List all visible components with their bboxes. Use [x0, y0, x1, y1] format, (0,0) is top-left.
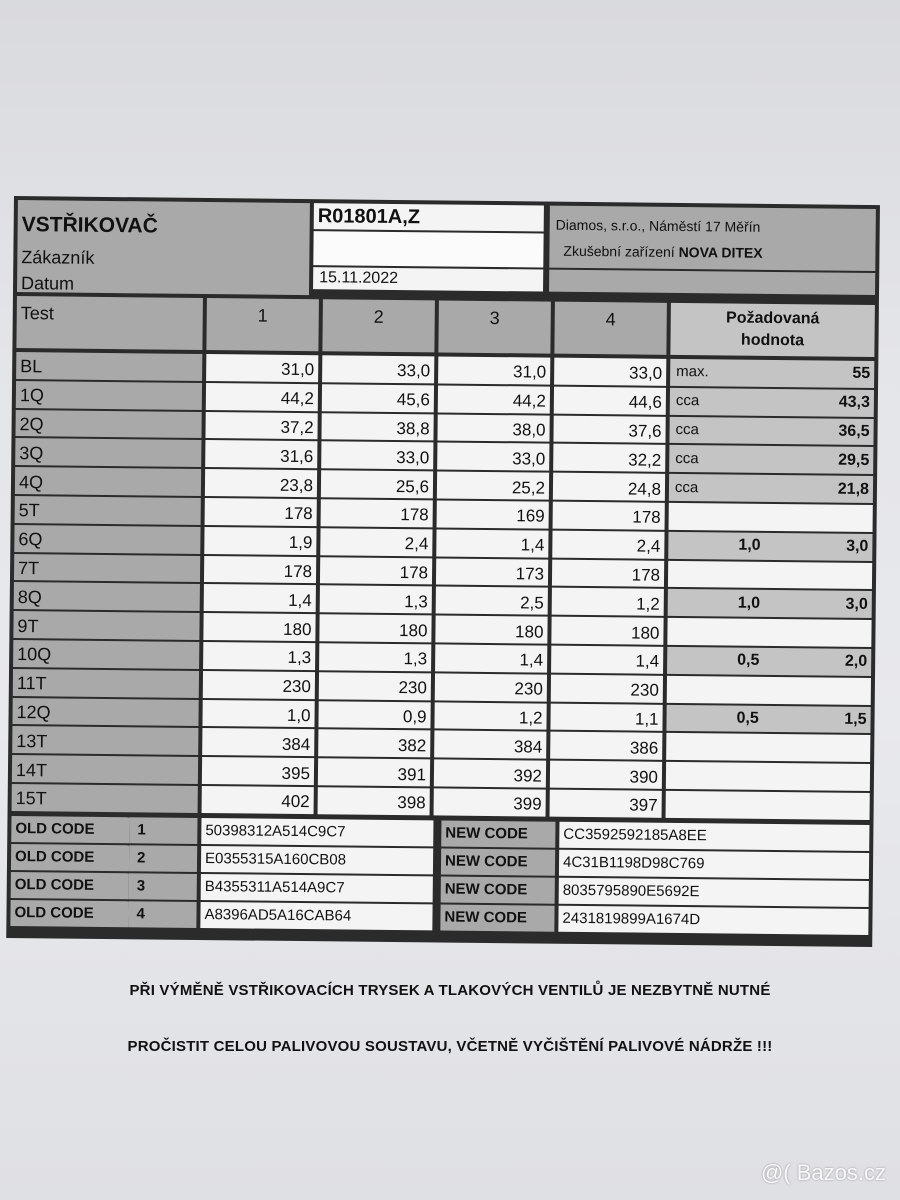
row-12q-value-4: 1,1	[550, 703, 662, 731]
required-min: 0,5	[737, 651, 760, 670]
date-label: Datum	[20, 273, 75, 294]
row-2q-value-3: 38,0	[437, 414, 549, 442]
row-8q-value-2: 1,3	[320, 586, 432, 614]
column-header-required	[670, 303, 875, 357]
test-device-prefix: Zkušební zařízení	[563, 242, 679, 260]
required-max: 3,0	[846, 537, 869, 556]
row-2q-value-2: 38,8	[321, 413, 433, 441]
row-10q-required	[667, 647, 871, 676]
part-code-field	[314, 203, 544, 231]
old-code-value-3: B4355311A514A9C7	[201, 874, 433, 902]
row-15t-value-2: 398	[318, 787, 430, 815]
old-code-label-2: OLD CODE	[11, 844, 129, 871]
row-10q-value-2: 1,3	[319, 643, 431, 671]
row-10q-value-1: 1,3	[203, 642, 315, 670]
row-13t-value-1: 384	[202, 728, 314, 756]
row-bl-value-2: 33,0	[322, 355, 434, 383]
new-code-label-3: NEW CODE	[441, 877, 555, 904]
row-10q-value-4: 1,4	[551, 646, 663, 674]
row-label-1q: 1Q	[16, 381, 202, 410]
row-11t-value-3: 230	[435, 673, 547, 701]
required-min: cca	[675, 449, 699, 467]
required-line2: hodnota	[740, 332, 805, 350]
row-9t-value-3: 180	[435, 616, 547, 644]
row-8q-value-4: 1,2	[552, 588, 664, 616]
new-code-label-2: NEW CODE	[441, 849, 555, 876]
row-4q-value-1: 23,8	[205, 469, 317, 497]
row-bl-required	[670, 359, 874, 388]
row-8q-required	[668, 589, 872, 618]
row-7t-value-4: 178	[552, 559, 664, 587]
row-label-10q: 10Q	[13, 640, 199, 669]
row-11t-value-1: 230	[203, 671, 315, 699]
column-header-3: 3	[438, 300, 551, 353]
row-bl-value-4: 33,0	[554, 358, 666, 386]
row-5t-value-4: 178	[553, 502, 665, 530]
row-6q-value-3: 1,4	[436, 529, 548, 557]
row-label-8q: 8Q	[14, 582, 200, 611]
row-label-11t: 11T	[13, 669, 199, 698]
row-15t-value-3: 399	[434, 788, 546, 816]
required-max: 21,8	[837, 480, 870, 498]
row-13t-value-3: 384	[434, 731, 546, 759]
row-9t-required	[667, 618, 871, 647]
row-13t-value-2: 382	[318, 730, 430, 758]
old-code-label-4: OLD CODE	[10, 900, 128, 927]
row-8q-value-1: 1,4	[204, 584, 316, 612]
part-code: R01801A,Z	[317, 205, 421, 229]
row-3q-required	[669, 445, 873, 474]
row-13t-value-4: 386	[550, 732, 662, 760]
row-12q-value-2: 0,9	[318, 701, 430, 729]
row-6q-value-2: 2,4	[320, 528, 432, 556]
row-4q-value-2: 25,6	[321, 470, 433, 498]
row-6q-required	[668, 532, 872, 561]
row-14t-value-3: 392	[434, 760, 546, 788]
old-code-number-4: 4	[128, 901, 196, 928]
row-bl-value-3: 31,0	[438, 356, 550, 384]
test-report-sheet	[6, 196, 880, 947]
row-label-9t: 9T	[13, 611, 199, 640]
company-address: Diamos, s.r.o., Náměstí 17 Měřín	[555, 216, 761, 235]
warning-line-2: PROČISTIT CELOU PALIVOVOU SOUSTAVU, VČETNĚ VYČIŠTĚNÍ PALIVOVÉ NÁDRŽE !!!	[127, 1038, 773, 1055]
row-bl-value-1: 31,0	[206, 354, 318, 382]
required-max: 43,3	[838, 393, 870, 412]
row-12q-required	[666, 704, 870, 733]
row-11t-required	[667, 676, 871, 705]
row-11t-value-2: 230	[319, 672, 431, 700]
old-code-number-3: 3	[129, 873, 197, 900]
row-2q-value-4: 37,6	[553, 415, 665, 443]
column-header-4: 4	[554, 302, 667, 355]
row-5t-required	[669, 503, 873, 532]
report-title: VSTŘIKOVAČ	[21, 213, 158, 238]
required-min: 0,5	[736, 709, 759, 727]
required-min: 1,0	[737, 594, 761, 612]
row-1q-required	[670, 388, 874, 417]
test-device-name: NOVA DITEX	[678, 243, 763, 261]
row-label-14t: 14T	[12, 755, 198, 784]
new-code-value-4: 2431819899A1674D	[558, 906, 868, 935]
row-14t-required	[666, 762, 870, 791]
row-3q-value-3: 33,0	[437, 443, 549, 471]
old-code-value-2: E0355315A160CB08	[201, 846, 433, 874]
row-5t-value-3: 169	[437, 500, 549, 528]
row-12q-value-1: 1,0	[202, 700, 314, 728]
row-6q-value-4: 2,4	[552, 530, 664, 558]
row-label-12q: 12Q	[12, 698, 198, 727]
row-2q-required	[669, 416, 873, 445]
required-min: max.	[676, 363, 709, 381]
required-min: cca	[675, 420, 700, 439]
row-3q-value-2: 33,0	[321, 442, 433, 470]
row-1q-value-2: 45,6	[322, 384, 434, 412]
row-7t-required	[668, 560, 872, 589]
column-header-test: Test	[16, 296, 203, 350]
row-9t-value-1: 180	[203, 613, 315, 641]
row-14t-value-2: 391	[318, 758, 430, 786]
row-label-bl: BL	[16, 352, 202, 381]
row-label-3q: 3Q	[15, 438, 201, 467]
row-14t-value-4: 390	[550, 761, 662, 789]
row-7t-value-1: 178	[204, 556, 316, 584]
row-label-6q: 6Q	[14, 525, 200, 554]
new-code-label-1: NEW CODE	[441, 821, 555, 848]
row-label-15t: 15T	[12, 784, 198, 813]
row-13t-required	[666, 733, 870, 762]
row-7t-value-3: 173	[436, 558, 548, 586]
required-max: 36,5	[838, 422, 870, 440]
row-label-5t: 5T	[15, 496, 201, 525]
row-4q-required	[669, 474, 873, 503]
row-7t-value-2: 178	[320, 557, 432, 585]
row-label-4q: 4Q	[15, 467, 201, 496]
row-9t-value-2: 180	[319, 614, 431, 642]
redacted-customer	[313, 231, 543, 267]
row-5t-value-1: 178	[205, 498, 317, 526]
required-max: 3,0	[845, 595, 868, 613]
test-device	[563, 244, 762, 260]
row-3q-value-4: 32,2	[553, 444, 665, 472]
old-code-value-1: 50398312A514C9C7	[201, 818, 433, 846]
row-4q-value-4: 24,8	[553, 473, 665, 501]
row-2q-value-1: 37,2	[205, 412, 317, 440]
row-label-13t: 13T	[12, 726, 198, 755]
row-15t-required	[666, 791, 870, 820]
old-code-number-2: 2	[129, 845, 197, 872]
row-3q-value-1: 31,6	[205, 440, 317, 468]
row-1q-value-3: 44,2	[438, 385, 550, 413]
old-code-label-1: OLD CODE	[11, 816, 129, 843]
required-max: 55	[852, 365, 871, 383]
company-block	[549, 206, 876, 271]
row-1q-value-4: 44,6	[554, 386, 666, 414]
row-15t-value-4: 397	[550, 790, 662, 818]
row-14t-value-1: 395	[202, 757, 314, 785]
row-label-7t: 7T	[14, 554, 200, 583]
row-10q-value-3: 1,4	[435, 644, 547, 672]
old-code-label-3: OLD CODE	[11, 872, 129, 899]
row-label-2q: 2Q	[15, 410, 201, 439]
row-1q-value-1: 44,2	[206, 383, 318, 411]
required-max: 29,5	[838, 451, 870, 469]
row-9t-value-4: 180	[551, 617, 663, 645]
header-title-block	[17, 200, 310, 295]
old-code-number-1: 1	[129, 817, 197, 844]
row-4q-value-3: 25,2	[437, 472, 549, 500]
required-max: 1,5	[844, 710, 867, 728]
required-min: cca	[675, 392, 700, 410]
watermark: @( Bazos.cz	[760, 1160, 886, 1185]
new-code-value-3: 8035795890E5692E	[559, 878, 869, 907]
required-max: 2,0	[844, 653, 868, 671]
row-6q-value-1: 1,9	[204, 527, 316, 555]
column-header-2: 2	[322, 299, 435, 352]
column-header-1: 1	[206, 298, 319, 351]
row-5t-value-2: 178	[321, 499, 433, 527]
old-code-value-4: A8396AD5A16CAB64	[200, 902, 432, 930]
date-field	[313, 267, 543, 291]
company-block-filler	[549, 270, 875, 295]
warning-line-1: PŘI VÝMĚNĚ VSTŘIKOVACÍCH TRYSEK A TLAKOVÝCH VENTILŮ JE NEZBYTNĚ NUTNÉ	[129, 982, 771, 999]
row-12q-value-3: 1,2	[434, 702, 546, 730]
new-code-value-2: 4C31B1198D98C769	[559, 850, 869, 879]
required-min: 1,0	[738, 536, 761, 555]
row-11t-value-4: 230	[551, 674, 663, 702]
new-code-label-4: NEW CODE	[440, 905, 554, 932]
required-min: cca	[674, 478, 699, 496]
new-code-value-1: CC3592592185A8EE	[559, 822, 869, 851]
required-line1: Požadovaná	[725, 309, 820, 328]
customer-label: Zákazník	[21, 247, 95, 268]
date-value: 15.11.2022	[319, 269, 399, 288]
row-15t-value-1: 402	[202, 786, 314, 814]
row-8q-value-3: 2,5	[436, 587, 548, 615]
